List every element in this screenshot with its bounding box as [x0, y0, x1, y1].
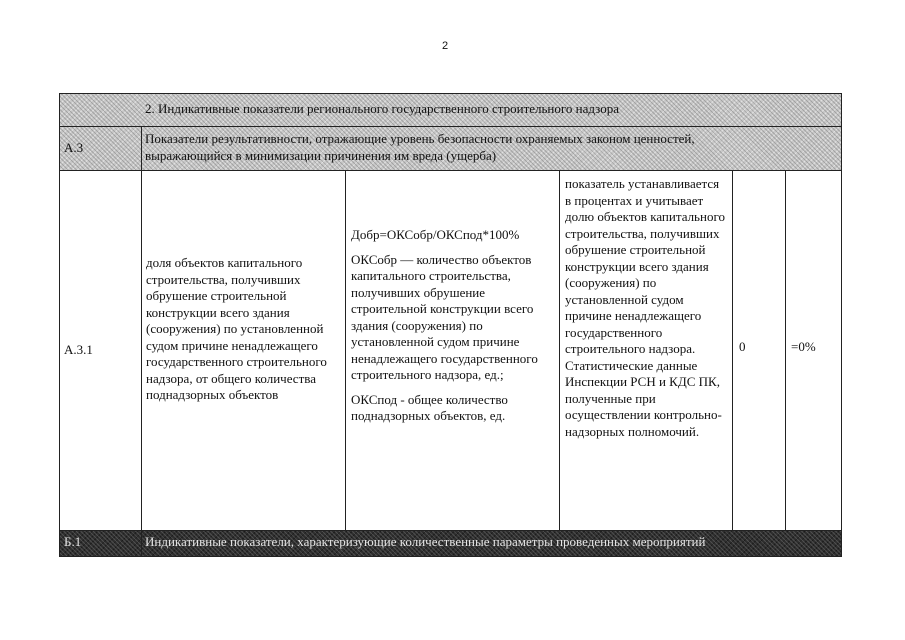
table-border-left [59, 93, 60, 557]
column-divider [559, 170, 560, 530]
column-divider [345, 170, 346, 530]
indicator-table [59, 93, 842, 557]
page-number: 2 [442, 40, 449, 52]
column-divider [785, 170, 786, 530]
column-divider [732, 170, 733, 530]
formula-definition-denominator: ОКСпод - общее количество поднадзорных объектов, ед. [351, 391, 508, 423]
table-border-bottom [59, 556, 842, 557]
table-divider [59, 126, 842, 127]
indicator-formula: Добр=ОКСобр/ОКСпод*100% [351, 227, 520, 242]
indicator-formula-cell [351, 227, 556, 425]
formula-definition-numerator: ОКСобр — количество объектов капитального строительства, получивших обрушение строительной конструкции всего здания (сооружения) по установленной судом причине ненадлежащего государственного строительного надзора, ед.; [351, 251, 538, 382]
section-title: 2. Индикативные показатели регионального государственного строительного надзора [145, 101, 619, 116]
indicator-target-value: =0% [791, 339, 816, 354]
table-border-right [841, 93, 842, 557]
group-code: А.3 [64, 140, 84, 155]
footer-row-title: Индикативные показатели, характеризующие количественные параметры проведенных мероприятий [145, 534, 706, 549]
indicator-comment: показатель устанавливается в процентах и учитывает долю объектов капитального строительства, получивших обрушение строительной конструкции всего здания (сооружения) по установленной судом причине ненадлежащего государственного строительного надзора. Статистические данные Инспекции РСН и КДС ПК, полученные при осуществлении контрольно-надзорных полномочий. [565, 176, 725, 439]
footer-row-code: Б.1 [64, 534, 82, 549]
indicator-code: А.3.1 [64, 342, 93, 357]
table-border-top [59, 93, 842, 94]
group-title: Показатели результативности, отражающие уровень безопасности охраняемых законом ценностей, выражающийся в минимизации причинения им вреда (ущерба) [145, 131, 695, 163]
table-divider [59, 170, 842, 171]
indicator-name: доля объектов капитального строительства, получивших обрушение строительной конструкции всего здания (сооружения) по установленной судом причине ненадлежащего государственного строительного надзора, от общего количества поднадзорных объектов [146, 255, 327, 402]
indicator-base-value: 0 [739, 339, 746, 354]
column-divider [141, 126, 142, 557]
table-divider [59, 530, 842, 531]
